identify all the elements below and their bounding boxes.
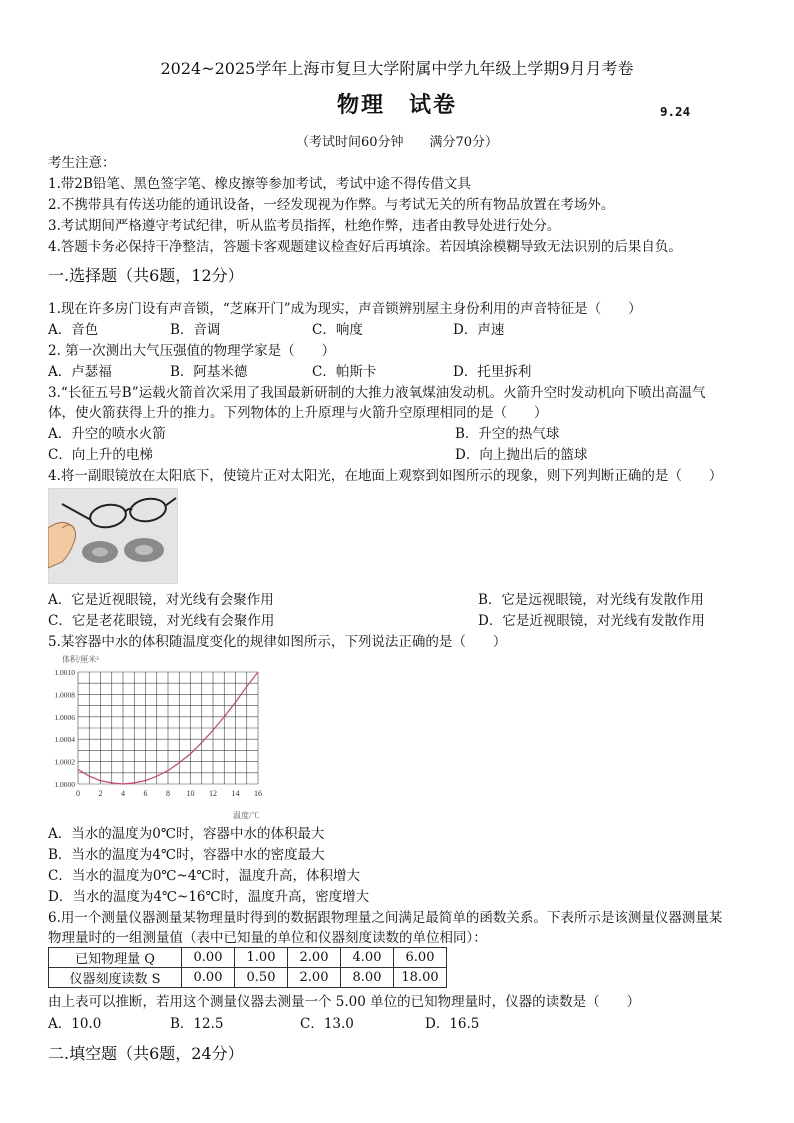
chart-x-tick-label: 14 <box>231 789 240 798</box>
exam-title: 2024~2025学年上海市复旦大学附属中学九年级上学期9月月考卷 <box>160 59 634 78</box>
chart-y-tick-label: 1.0010 <box>54 668 75 677</box>
question-3-option-d[interactable]: D．向上抛出后的篮球 <box>455 447 588 463</box>
chart-x-axis-label: 温度/℃ <box>233 811 260 820</box>
notice-item: 1.带2B铅笔、黑色签字笔、橡皮擦等参加考试，考试中途不得传借文具 <box>48 176 471 192</box>
table-row <box>49 968 447 988</box>
chart-x-tick-label: 2 <box>98 789 103 798</box>
question-1-option-c[interactable]: C．响度 <box>312 322 363 338</box>
question-6-option-a[interactable]: A．10.0 <box>48 1016 102 1032</box>
question-5-option-c[interactable]: C．当水的温度为0℃~4℃时，温度升高，体积增大 <box>48 868 361 884</box>
question-1-option-b[interactable]: B．音调 <box>170 322 221 338</box>
question-5-stem: 5.某容器中水的体积随温度变化的规律如图所示，下列说法正确的是（ ） <box>48 634 507 650</box>
table-cell: 1.00 <box>235 948 288 968</box>
question-5-option-b[interactable]: B．当水的温度为4℃时，容器中水的密度最大 <box>48 847 325 863</box>
measurement-table <box>48 947 447 988</box>
table-cell: 2.00 <box>288 948 341 968</box>
question-1-option-d[interactable]: D．声速 <box>453 322 505 338</box>
chart-x-tick-label: 6 <box>143 789 148 798</box>
table-cell: 8.00 <box>341 968 394 988</box>
question-3-option-b[interactable]: B．升空的热气球 <box>455 426 560 442</box>
table-cell: 0.00 <box>182 968 235 988</box>
chart-y-tick-label: 1.0000 <box>54 780 75 789</box>
table-cell: 6.00 <box>394 948 447 968</box>
chart-x-tick-label: 10 <box>186 789 195 798</box>
notice-heading: 考生注意： <box>48 155 116 171</box>
volume-temperature-chart <box>40 652 280 822</box>
question-4-option-b[interactable]: B．它是远视眼镜，对光线有发散作用 <box>478 592 704 608</box>
exam-date: 9.24 <box>660 104 691 119</box>
chart-y-tick-label: 1.0002 <box>54 757 75 767</box>
question-2-option-a[interactable]: A．卢瑟福 <box>48 364 112 380</box>
question-4-option-d[interactable]: D．它是近视眼镜，对光线有发散作用 <box>478 613 705 629</box>
question-6-option-c[interactable]: C．13.0 <box>300 1016 354 1032</box>
notice-item: 4.答题卡务必保持干净整洁，答题卡客观题建议检查好后再填涂。若因填涂模糊导致无法识别的后果自负。 <box>48 239 682 255</box>
table-cell: 18.00 <box>394 968 447 988</box>
question-4-stem: 4.将一副眼镜放在太阳底下，使镜片正对太阳光，在地面上观察到如图所示的现象，则下列判断正确的是（ ） <box>48 468 723 484</box>
question-2-option-b[interactable]: B．阿基米德 <box>170 364 248 380</box>
question-6-stem-line1: 6.用一个测量仪器测量某物理量时得到的数据跟物理量之间满足最简单的函数关系。下表所示是该测量仪器测量某 <box>48 910 723 926</box>
question-5-option-a[interactable]: A．当水的温度为0℃时，容器中水的体积最大 <box>48 826 325 842</box>
question-6-stem-line2: 物理量时的一组测量值（表中已知量的单位和仪器刻度读数的单位相同）： <box>48 930 487 946</box>
exam-time-info: （考试时间60分钟 满分70分） <box>295 135 499 150</box>
notice-item: 2.不携带具有传送功能的通讯设备，一经发现视为作弊。与考试无关的所有物品放置在考场外。 <box>48 197 615 213</box>
chart-y-tick-label: 1.0006 <box>54 712 75 722</box>
section-heading-fill-in: 二.填空题（共6题，24分） <box>48 1044 244 1063</box>
question-2-stem: 2. 第一次测出大气压强值的物理学家是（ ） <box>48 343 336 359</box>
question-3-stem-line2: 体，使火箭获得上升的推力。下列物体的上升原理与火箭升空原理相同的是（ ） <box>48 405 548 421</box>
question-6-option-b[interactable]: B．12.5 <box>170 1016 224 1032</box>
subject-title: 物理 试卷 <box>336 92 457 118</box>
table-cell: 0.50 <box>235 968 288 988</box>
table-header-cell: 已知物理量 Q <box>49 948 182 968</box>
question-6-option-d[interactable]: D．16.5 <box>425 1016 480 1032</box>
section-heading-choice: 一.选择题（共6题，12分） <box>48 266 244 285</box>
question-3-option-a[interactable]: A．升空的喷水火箭 <box>48 426 166 442</box>
glasses-sunlight-figure <box>48 488 178 584</box>
question-4-option-c[interactable]: C．它是老花眼镜，对光线有会聚作用 <box>48 613 275 629</box>
chart-x-tick-label: 0 <box>76 789 80 798</box>
question-2-option-c[interactable]: C．帕斯卡 <box>312 364 377 380</box>
question-1-stem: 1.现在许多房门设有声音锁，“芝麻开门”成为现实，声音锁辨别屋主身份利用的声音特征是（ ） <box>48 301 642 317</box>
chart-y-tick-label: 1.0004 <box>54 735 75 745</box>
question-5-option-d[interactable]: D．当水的温度为4℃~16℃时，温度升高，密度增大 <box>48 889 370 905</box>
question-4-option-a[interactable]: A．它是近视眼镜，对光线有会聚作用 <box>48 592 274 608</box>
chart-x-tick-label: 4 <box>121 789 125 798</box>
chart-x-tick-label: 16 <box>254 789 262 798</box>
question-6-follow-up: 由上表可以推断，若用这个测量仪器去测量一个 5.00 单位的已知物理量时，仪器的读数是（ ） <box>48 994 641 1010</box>
chart-x-tick-label: 12 <box>209 789 217 798</box>
table-cell: 4.00 <box>341 948 394 968</box>
chart-y-axis-label: 体积/厘米³ <box>62 655 99 664</box>
question-3-stem-line1: 3.“长征五号B”运载火箭首次采用了我国最新研制的大推力液氧煤油发动机。火箭升空时发动机向下喷出高温气 <box>48 385 706 401</box>
notice-item: 3.考试期间严格遵守考试纪律，听从监考员指挥，杜绝作弊，违者由教导处进行处分。 <box>48 218 561 234</box>
chart-x-tick-label: 8 <box>166 789 170 798</box>
chart-y-tick-label: 1.0008 <box>54 690 75 700</box>
question-2-option-d[interactable]: D．托里拆利 <box>453 364 532 380</box>
table-header-cell: 仪器刻度读数 S <box>49 968 182 988</box>
table-cell: 0.00 <box>182 948 235 968</box>
table-row <box>49 948 447 968</box>
question-1-option-a[interactable]: A．音色 <box>48 322 99 338</box>
table-cell: 2.00 <box>288 968 341 988</box>
question-3-option-c[interactable]: C．向上升的电梯 <box>48 447 153 463</box>
